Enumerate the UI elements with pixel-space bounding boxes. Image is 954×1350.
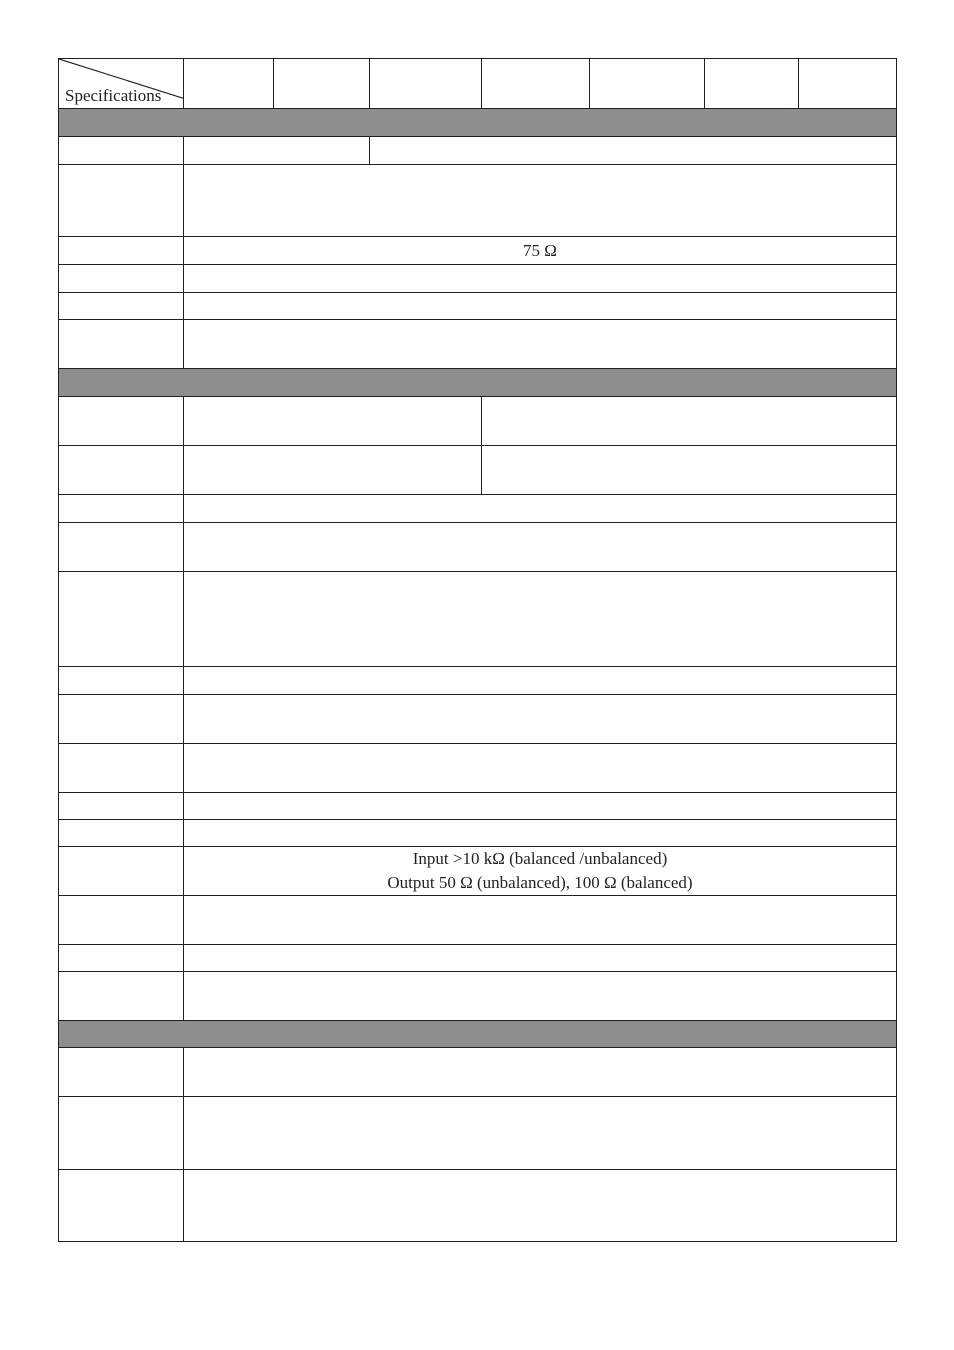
model-column-header-6 bbox=[705, 59, 799, 109]
table-row bbox=[59, 293, 897, 320]
table-row bbox=[59, 667, 897, 695]
section-header-cell bbox=[59, 1021, 897, 1048]
table-row bbox=[59, 1170, 897, 1242]
value-cell bbox=[184, 165, 897, 237]
value-cell bbox=[184, 972, 897, 1021]
value-cell bbox=[184, 320, 897, 369]
value-cell bbox=[184, 896, 897, 945]
table-row bbox=[59, 847, 897, 896]
table-row bbox=[59, 1048, 897, 1097]
specifications-corner-cell bbox=[59, 59, 184, 109]
value-cell bbox=[184, 523, 897, 572]
model-column-header-2 bbox=[274, 59, 370, 109]
row-label-cell bbox=[59, 572, 184, 667]
table-row bbox=[59, 320, 897, 369]
value-cell bbox=[184, 495, 897, 523]
table-row bbox=[59, 446, 897, 495]
value-cell bbox=[184, 446, 482, 495]
row-label-cell bbox=[59, 793, 184, 820]
table-row bbox=[59, 972, 897, 1021]
table-row bbox=[59, 137, 897, 165]
row-label-cell bbox=[59, 446, 184, 495]
table-row bbox=[59, 495, 897, 523]
table-row bbox=[59, 744, 897, 793]
value-cell bbox=[184, 793, 897, 820]
table-row bbox=[59, 237, 897, 265]
value-cell bbox=[184, 1048, 897, 1097]
section-header-row bbox=[59, 1021, 897, 1048]
table-row bbox=[59, 572, 897, 667]
model-column-header-4 bbox=[482, 59, 590, 109]
row-label-cell bbox=[59, 397, 184, 446]
table-row bbox=[59, 945, 897, 972]
row-label-cell bbox=[59, 495, 184, 523]
impedance-io-cell bbox=[184, 847, 897, 896]
section-header-row bbox=[59, 109, 897, 137]
table-row bbox=[59, 1097, 897, 1170]
row-label-cell bbox=[59, 695, 184, 744]
row-label-cell bbox=[59, 972, 184, 1021]
row-label-cell bbox=[59, 1048, 184, 1097]
row-label-cell bbox=[59, 165, 184, 237]
value-cell bbox=[184, 1170, 897, 1242]
header-row bbox=[59, 59, 897, 109]
section-header-cell bbox=[59, 109, 897, 137]
table-row bbox=[59, 397, 897, 446]
value-cell bbox=[184, 744, 897, 793]
value-cell bbox=[184, 1097, 897, 1170]
row-label-cell bbox=[59, 820, 184, 847]
table-row bbox=[59, 695, 897, 744]
value-cell bbox=[184, 667, 897, 695]
section-header-row bbox=[59, 369, 897, 397]
model-column-header-3 bbox=[370, 59, 482, 109]
table-row bbox=[59, 265, 897, 293]
table-row bbox=[59, 820, 897, 847]
row-label-cell bbox=[59, 847, 184, 896]
value-cell bbox=[184, 572, 897, 667]
impedance-value-cell: 75 Ω bbox=[184, 237, 897, 265]
table-row bbox=[59, 793, 897, 820]
row-label-cell bbox=[59, 945, 184, 972]
value-cell bbox=[184, 397, 482, 446]
row-label-cell bbox=[59, 320, 184, 369]
row-label-cell bbox=[59, 265, 184, 293]
model-column-header-7 bbox=[799, 59, 897, 109]
value-cell bbox=[184, 695, 897, 744]
model-column-header-5 bbox=[590, 59, 705, 109]
table-row bbox=[59, 523, 897, 572]
row-label-cell bbox=[59, 293, 184, 320]
specifications-table bbox=[58, 58, 897, 1242]
value-cell bbox=[184, 945, 897, 972]
row-label-cell bbox=[59, 667, 184, 695]
section-header-cell bbox=[59, 369, 897, 397]
row-label-cell bbox=[59, 896, 184, 945]
impedance-input-text: Input >10 kΩ (balanced /unbalanced) bbox=[412, 849, 668, 868]
value-cell bbox=[482, 446, 897, 495]
table-row bbox=[59, 896, 897, 945]
row-label-cell bbox=[59, 1097, 184, 1170]
specifications-label: Specifications bbox=[65, 86, 162, 105]
model-column-header-1 bbox=[184, 59, 274, 109]
value-cell bbox=[184, 137, 370, 165]
value-cell bbox=[370, 137, 897, 165]
table-row bbox=[59, 165, 897, 237]
value-cell bbox=[184, 293, 897, 320]
row-label-cell bbox=[59, 237, 184, 265]
impedance-output-text: Output 50 Ω (unbalanced), 100 Ω (balanced) bbox=[387, 873, 693, 892]
value-cell bbox=[184, 265, 897, 293]
value-cell bbox=[482, 397, 897, 446]
row-label-cell bbox=[59, 523, 184, 572]
row-label-cell bbox=[59, 744, 184, 793]
row-label-cell bbox=[59, 137, 184, 165]
row-label-cell bbox=[59, 1170, 184, 1242]
value-cell bbox=[184, 820, 897, 847]
